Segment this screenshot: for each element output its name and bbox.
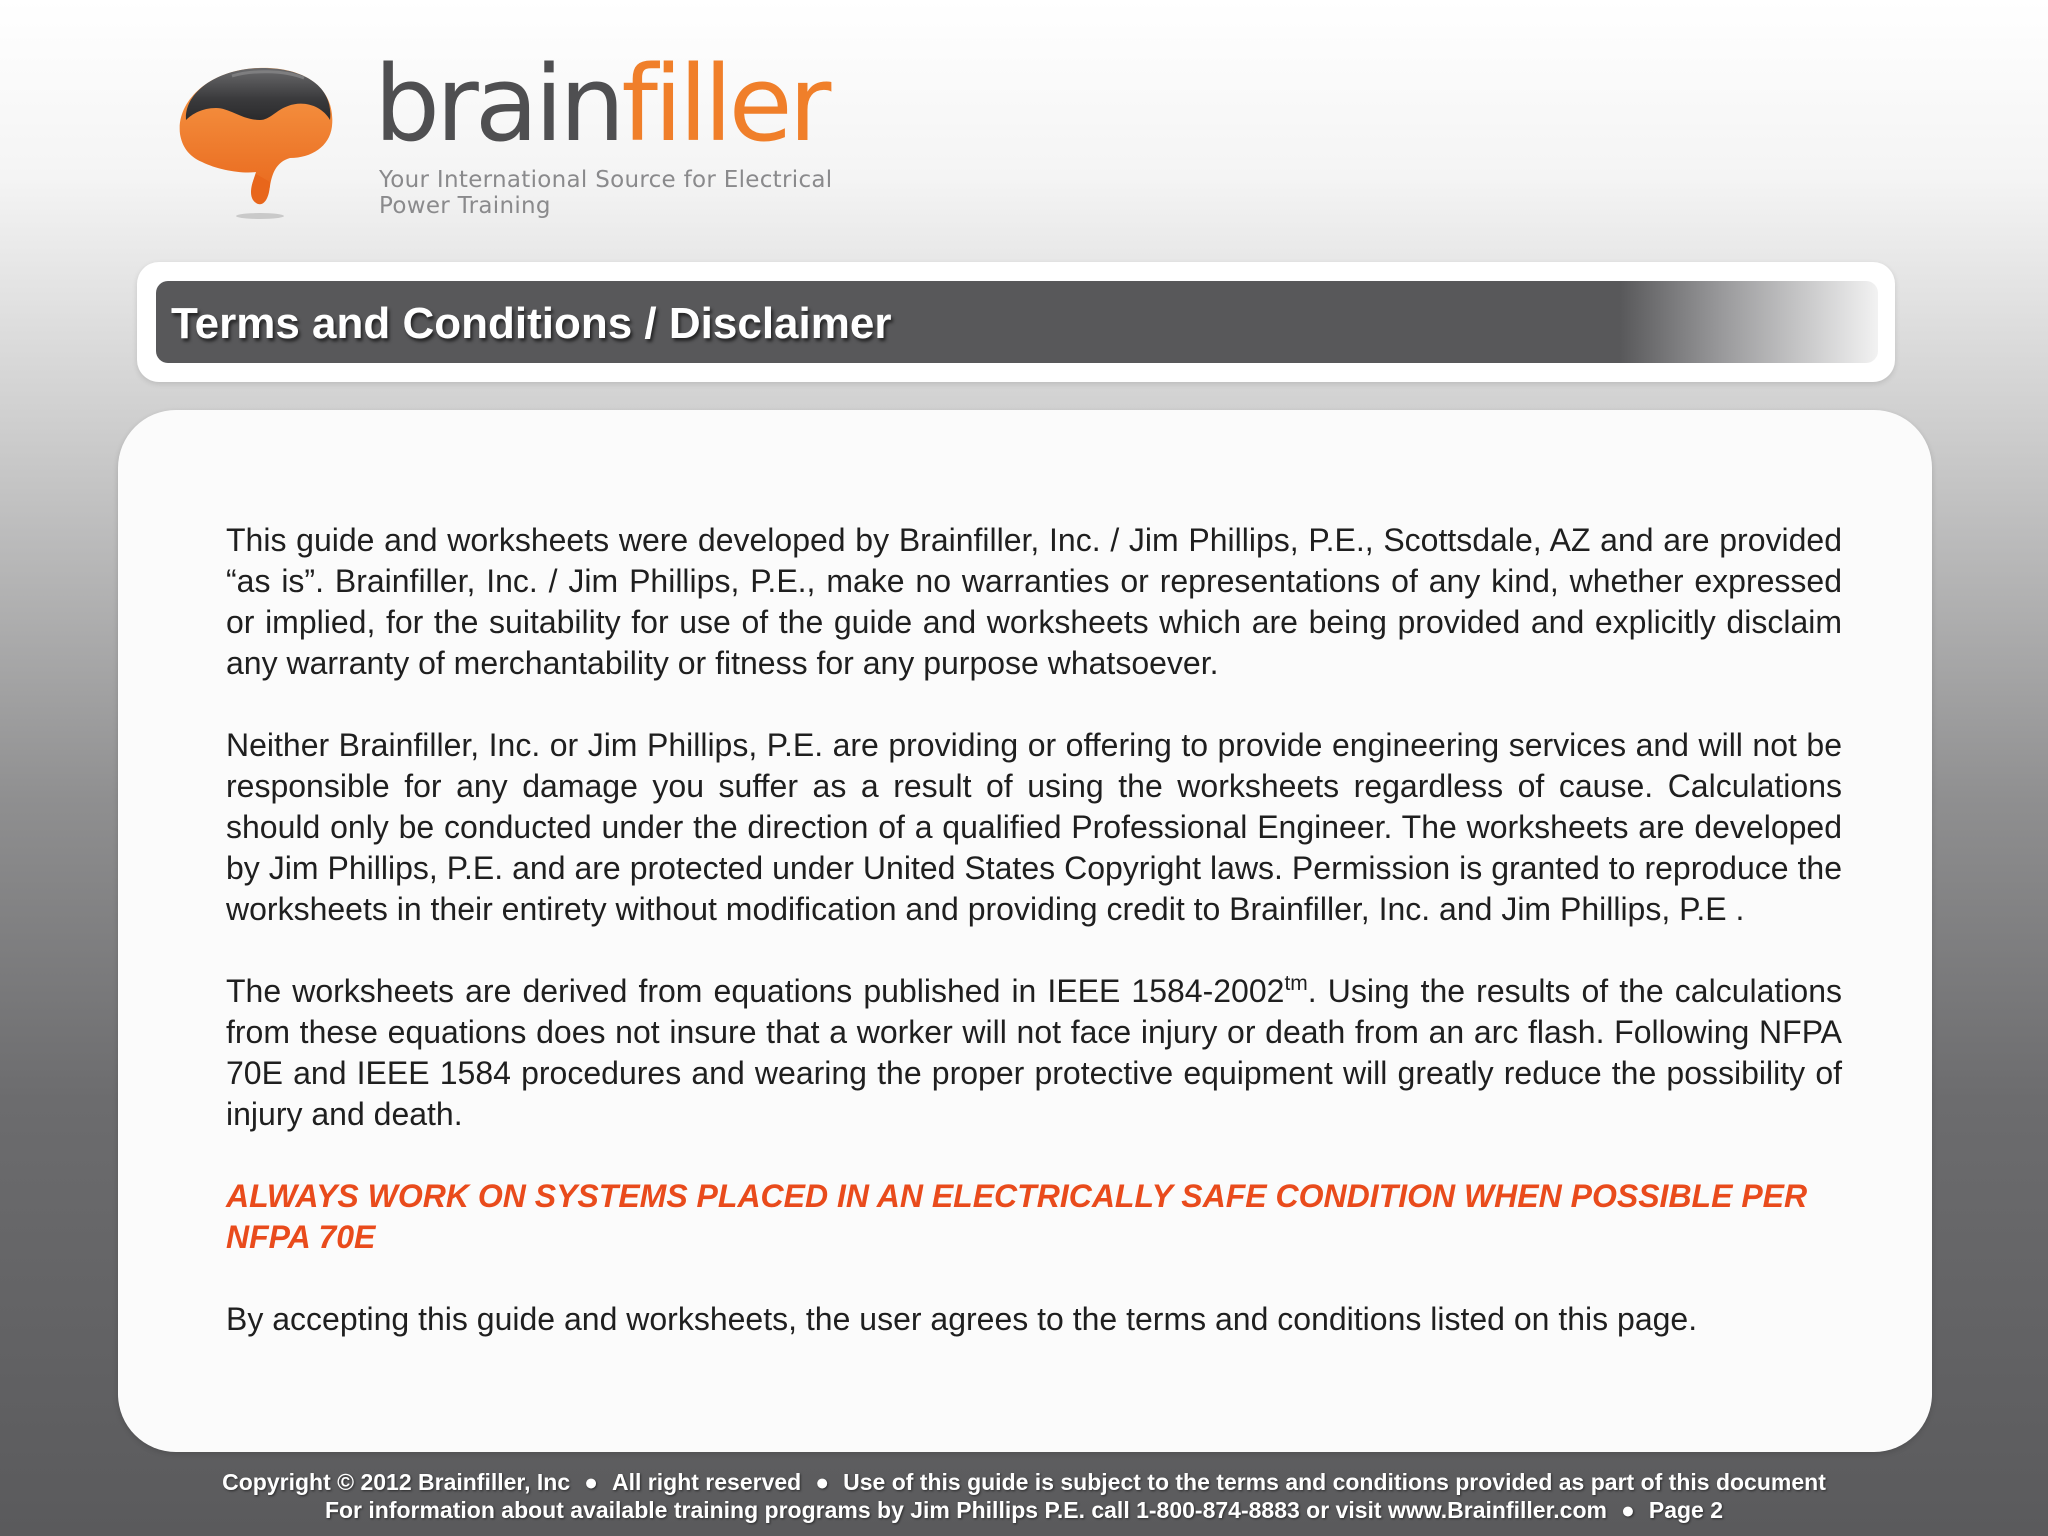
footer-separator: ●	[584, 1469, 599, 1495]
brand-name-part1: brain	[374, 43, 622, 165]
footer-line-2	[0, 1496, 2048, 1524]
disclaimer-paragraph-3	[226, 971, 1842, 1135]
brand-wordmark	[374, 43, 828, 165]
footer-copyright: Copyright © 2012 Brainfiller, Inc	[222, 1469, 571, 1495]
footer-rights: All right reserved	[612, 1469, 802, 1495]
footer-line-1	[0, 1468, 2048, 1496]
footer-separator: ●	[1620, 1497, 1635, 1523]
footer-page-number: 2	[1710, 1497, 1724, 1523]
safety-warning: ALWAYS WORK ON SYSTEMS PLACED IN AN ELECTRICALLY SAFE CONDITION WHEN POSSIBLE PER NFPA 70E	[226, 1178, 1808, 1255]
footer-usage: Use of this guide is subject to the terms and conditions provided as part of this document	[843, 1469, 1826, 1495]
footer-info: For information about available training programs by Jim Phillips P.E. call 1-800-874-8883 or visit www.Brainfiller.com	[324, 1497, 1607, 1523]
paragraph-3-end: . Using the results of the calculations from these equations does not insure that a worker will not face injury or death from an arc flash. Following NFPA 70E and IEEE 1584 procedures and wearing the proper protective equipment will greatly reduce the possibility of injury and death.	[226, 973, 1843, 1132]
brand-name-part2: filler	[621, 43, 828, 165]
footer-page-label: Page	[1648, 1497, 1704, 1523]
disclaimer-body	[226, 520, 1842, 1340]
trademark-superscript: tm	[1284, 972, 1308, 995]
disclaimer-paragraph-1: This guide and worksheets were developed by Brainfiller, Inc. / Jim Phillips, P.E., Scottsdale, AZ and are provided “as is”. Brainfiller, Inc. / Jim Phillips, P.E., make no warranties or representations of any kind, whether expressed or implied, for the suitability for use of the guide and worksheets which are being provided and explicitly disclaim any warranty of merchantability or fitness for any purpose whatsoever.	[226, 522, 1842, 681]
paragraph-3-start: The worksheets are derived from equations published in IEEE 1584-2002	[226, 973, 1285, 1009]
page-title: Terms and Conditions / Disclaimer	[171, 299, 892, 348]
disclaimer-paragraph-2: Neither Brainfiller, Inc. or Jim Phillips, P.E. are providing or offering to provide engineering services and will not be responsible for any damage you suffer as a result of using the worksheets regardless of cause. Calculations should only be conducted under the direction of a qualified Professional Engineer. The worksheets are developed by Jim Phillips, P.E. and are protected under United States Copyright laws. Permission is granted to reproduce the worksheets in their entirety without modification and providing credit to Brainfiller, Inc. and Jim Phillips, P.E .	[226, 727, 1842, 927]
footer-separator: ●	[815, 1469, 830, 1495]
acceptance-statement: By accepting this guide and worksheets, the user agrees to the terms and conditions listed on this page.	[226, 1301, 1698, 1337]
brainfiller-logo-icon	[172, 62, 342, 224]
brand-tagline: Your International Source for Electrical Power Training	[379, 167, 833, 219]
